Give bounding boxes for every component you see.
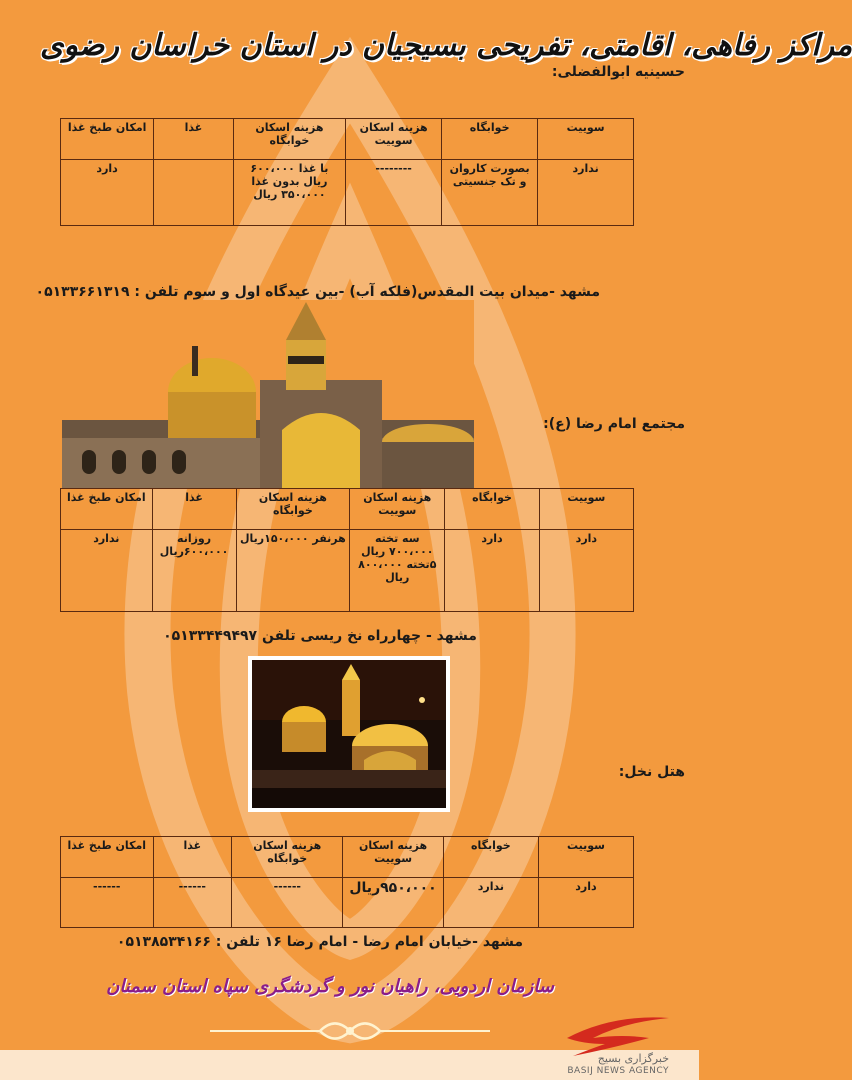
col-header-suite-cost: هزینه اسکان سوییت	[350, 489, 445, 530]
table-row	[61, 878, 634, 928]
table-row	[61, 530, 634, 612]
table-hotel-nakhl	[60, 836, 634, 928]
shrine-photo-night	[248, 656, 450, 812]
col-header-cooking: امکان طبخ غذا	[61, 837, 154, 878]
cell-food: روزانه ۶۰۰،۰۰۰ریال	[152, 530, 236, 612]
table-header-row	[61, 489, 634, 530]
col-header-dorm: خوابگاه	[441, 119, 537, 160]
cell-suite: ندارد	[538, 160, 634, 226]
cell-suite-cost: --------	[346, 160, 442, 226]
cell-dorm-cost: ------	[232, 878, 343, 928]
cell-suite: دارد	[539, 530, 633, 612]
agency-name-fa: خبرگزاری بسیج	[597, 1052, 669, 1065]
address-imam-reza: مشهد - چهارراه نخ ریسی تلفن ۰۵۱۳۳۴۴۹۴۹۷	[163, 628, 477, 644]
cell-cooking: ندارد	[61, 530, 153, 612]
table-header-row	[61, 837, 634, 878]
col-header-dorm-cost: هزینه اسکان خوابگاه	[233, 119, 346, 160]
col-header-suite: سوییت	[538, 119, 634, 160]
cell-dorm: ندارد	[443, 878, 538, 928]
cell-dorm-cost: هرنفر ۱۵۰،۰۰۰ریال	[236, 530, 350, 612]
col-header-food: غذا	[154, 119, 233, 160]
col-header-cooking: امکان طبخ غذا	[61, 489, 153, 530]
address-hosseinieh: مشهد -میدان بیت المقدس(فلکه آب) -بین عیدگاه اول و سوم تلفن : ۰۵۱۳۳۶۶۱۳۱۹	[35, 284, 600, 300]
cell-dorm: بصورت کاروان و تک جنسیتی	[441, 160, 537, 226]
section-label-imam-reza: مجتمع امام رضا (ع):	[543, 416, 685, 432]
cell-dorm-cost: با غذا ۶۰۰،۰۰۰ ریال بدون غذا ۳۵۰،۰۰۰ ریال	[233, 160, 346, 226]
section-label-hotel-nakhl: هتل نخل:	[618, 764, 685, 780]
col-header-cooking: امکان طبخ غذا	[61, 119, 154, 160]
table-header-row	[61, 119, 634, 160]
col-header-suite-cost: هزینه اسکان سوییت	[343, 837, 443, 878]
shrine-photo-day	[62, 300, 474, 488]
section-label-hosseinieh: حسینیه ابوالفضلی:	[551, 64, 685, 80]
cell-food	[154, 160, 233, 226]
cell-dorm: دارد	[445, 530, 539, 612]
cell-suite-cost: سه تخته ۷۰۰،۰۰۰ ریال ۵تخته ۸۰۰،۰۰۰ ریال	[350, 530, 445, 612]
col-header-dorm-cost: هزینه اسکان خوابگاه	[236, 489, 350, 530]
footer-organization: سازمان اردویی، راهیان نور و گردشگری سپاه استان سمنان	[106, 976, 554, 997]
col-header-dorm: خوابگاه	[445, 489, 539, 530]
cell-food: ------	[153, 878, 232, 928]
ornament-divider	[210, 1016, 490, 1046]
page-title: مراکز رفاهی، اقامتی، تفریحی بسیجیان در استان خراسان رضوی	[40, 28, 852, 63]
agency-name-en: BASIJ NEWS AGENCY	[567, 1066, 669, 1076]
col-header-suite: سوییت	[538, 837, 633, 878]
col-header-suite: سوییت	[539, 489, 633, 530]
col-header-food: غذا	[152, 489, 236, 530]
table-row	[61, 160, 634, 226]
cell-suite: دارد	[538, 878, 633, 928]
cell-cooking: ------	[61, 878, 154, 928]
table-imam-reza	[60, 488, 634, 612]
col-header-food: غذا	[153, 837, 232, 878]
table-hosseinieh	[60, 118, 634, 226]
col-header-dorm: خوابگاه	[443, 837, 538, 878]
cell-suite-cost: ۹۵۰،۰۰۰ریال	[343, 878, 443, 928]
col-header-dorm-cost: هزینه اسکان خوابگاه	[232, 837, 343, 878]
address-hotel-nakhl: مشهد -خیابان امام رضا - امام رضا ۱۶ تلفن : ۰۵۱۳۸۵۳۴۱۶۶	[116, 934, 524, 950]
col-header-suite-cost: هزینه اسکان سوییت	[346, 119, 442, 160]
cell-cooking: دارد	[61, 160, 154, 226]
